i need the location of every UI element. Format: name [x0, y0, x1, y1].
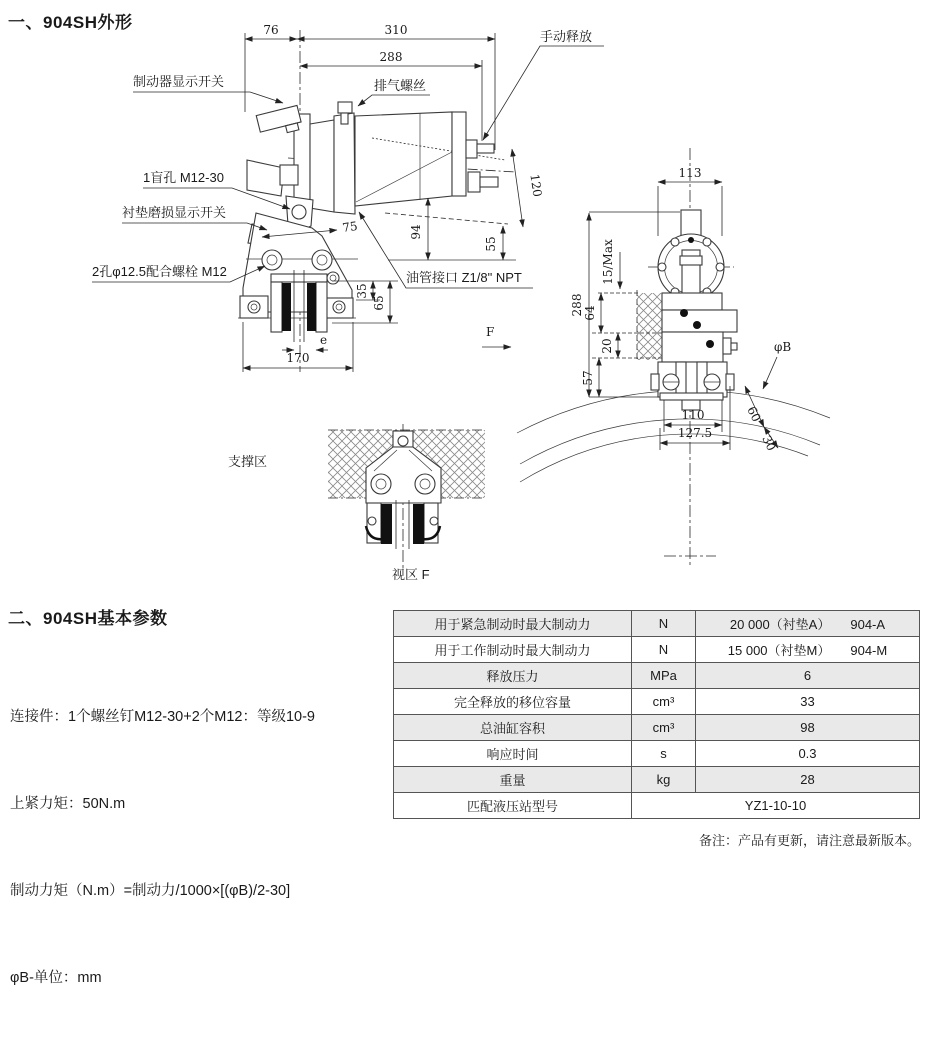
dim-15max-label: 15/Max — [601, 239, 615, 285]
phi-b-label: φB — [774, 340, 792, 354]
param-name: 响应时间 — [394, 741, 632, 767]
view-f-arrow-label: F — [486, 325, 495, 339]
dim-288-side-label: 288 — [379, 50, 403, 64]
dim-20-label: 20 — [600, 338, 614, 354]
view-f-caption: 视区 F — [392, 567, 430, 582]
spec-line-phi-b-unit: φB-单位：mm — [10, 970, 102, 986]
spec-line-torque: 上紧力矩：50N.m — [10, 796, 126, 812]
dimension-65 — [372, 281, 390, 323]
svg-text:衬垫磨损显示开关: 衬垫磨损显示开关 — [122, 205, 227, 220]
dim-75-label: 75 — [341, 218, 359, 235]
dimension-35 — [355, 281, 373, 300]
param-name: 用于工作制动时最大制动力 — [394, 637, 632, 663]
spec-line-braking-torque-formula: 制动力矩（N.m）=制动力/1000×[(φB)/2-30] — [10, 883, 291, 899]
param-unit: N — [632, 637, 696, 663]
callout-manual-release — [483, 29, 604, 140]
param-unit: cm³ — [632, 715, 696, 741]
param-unit: cm³ — [632, 689, 696, 715]
dim-127-5-label: 127.5 — [677, 426, 713, 440]
param-name: 释放压力 — [394, 663, 632, 689]
brake-pad-right — [307, 283, 316, 331]
param-name: 总油缸容积 — [394, 715, 632, 741]
dim-55-label: 55 — [484, 236, 498, 252]
table-row — [394, 637, 920, 663]
param-value — [696, 611, 920, 637]
table-row — [394, 663, 920, 689]
table-row — [394, 715, 920, 741]
param-unit: MPa — [632, 663, 696, 689]
param-model-variant: 904-A — [850, 617, 886, 632]
param-value: 6 — [696, 663, 920, 689]
params-table-body — [394, 611, 920, 819]
param-value: 98 — [696, 715, 920, 741]
specs-text — [10, 645, 315, 1051]
param-name: 完全释放的移位容量 — [394, 689, 632, 715]
param-value: 28 — [696, 767, 920, 793]
side-view — [92, 23, 604, 372]
dimension-15max — [598, 239, 640, 293]
dimension-170 — [243, 322, 353, 372]
caliper-front — [651, 293, 737, 400]
spec-line-connectors: 连接件：1个螺丝钉M12-30+2个M12：等级10-9 — [10, 709, 315, 725]
svg-text:制动器显示开关: 制动器显示开关 — [133, 74, 225, 89]
note-text: 备注：产品有更新，请注意最新版本。 — [698, 833, 920, 848]
dimension-57 — [581, 358, 599, 397]
section1-title: 一、904SH外形 — [8, 13, 133, 32]
table-row — [394, 689, 920, 715]
dim-57-label: 57 — [581, 370, 595, 386]
brake-disc-arcs — [517, 390, 830, 482]
section2-title: 二、904SH基本参数 — [8, 609, 168, 628]
svg-text:2孔φ12.5配合螺栓 M12: 2孔φ12.5配合螺栓 M12 — [92, 264, 227, 279]
param-model-variant: 904-M — [850, 643, 888, 658]
callout-pad-wear-switch — [122, 205, 267, 230]
param-value: YZ1-10-10 — [632, 793, 920, 819]
dim-76-label: 76 — [263, 23, 279, 37]
callout-exhaust-screw — [358, 78, 430, 106]
dim-120-label: 120 — [527, 173, 545, 198]
dim-30-label: 30 — [759, 433, 779, 454]
front-view — [517, 148, 830, 568]
param-name: 重量 — [394, 767, 632, 793]
dim-94-label: 94 — [409, 224, 423, 240]
dim-60-label: 60 — [744, 404, 764, 425]
svg-text:1盲孔 M12-30: 1盲孔 M12-30 — [143, 170, 224, 185]
support-zone-label: 支撑区 — [228, 454, 268, 469]
dim-e-label: e — [320, 333, 328, 347]
dim-170-label: 170 — [286, 351, 310, 365]
param-unit: N — [632, 611, 696, 637]
dimension-94 — [409, 198, 428, 260]
dimension-76 — [245, 23, 297, 39]
view-f — [228, 424, 485, 582]
dimension-310 — [297, 23, 495, 39]
callout-phi-b — [763, 340, 791, 389]
dimension-288-side — [300, 50, 482, 66]
param-unit: kg — [632, 767, 696, 793]
svg-text:排气螺丝: 排气螺丝 — [374, 78, 427, 93]
callout-bolt-holes — [92, 264, 265, 282]
param-value-main: 20 000（衬垫A） — [729, 617, 831, 632]
dim-288-front-label: 288 — [570, 293, 584, 317]
manual-release-bolts — [466, 140, 498, 192]
dim-310-label: 310 — [384, 23, 408, 37]
brake-cylinder — [288, 102, 515, 220]
table-row — [394, 611, 920, 637]
dim-64-label: 64 — [583, 305, 597, 321]
callout-oil-port — [359, 212, 533, 288]
dimension-e — [282, 333, 328, 350]
dimension-55 — [484, 226, 503, 260]
param-value — [696, 637, 920, 663]
svg-text:手动释放: 手动释放 — [540, 29, 593, 44]
param-name: 匹配液压站型号 — [394, 793, 632, 819]
param-name: 用于紧急制动时最大制动力 — [394, 611, 632, 637]
dimension-120 — [512, 149, 544, 227]
brake-pad-left — [282, 283, 291, 331]
param-value-main: 15 000（衬垫M） — [727, 643, 831, 658]
table-row — [394, 741, 920, 767]
param-unit: s — [632, 741, 696, 767]
view-direction-arrow — [482, 325, 511, 347]
table-row — [394, 767, 920, 793]
dim-35-label: 35 — [355, 283, 369, 299]
param-value: 0.3 — [696, 741, 920, 767]
support-hatch — [637, 290, 662, 362]
dim-65-label: 65 — [372, 295, 386, 311]
param-value: 33 — [696, 689, 920, 715]
table-row — [394, 793, 920, 819]
dim-110-label: 110 — [681, 408, 705, 422]
callout-brake-switch — [133, 74, 283, 103]
dimension-60-30 — [744, 386, 778, 453]
parameters-table — [393, 610, 920, 819]
svg-text:油管接口 Z1/8" NPT: 油管接口 Z1/8" NPT — [406, 270, 522, 285]
dim-113-label: 113 — [678, 166, 702, 180]
